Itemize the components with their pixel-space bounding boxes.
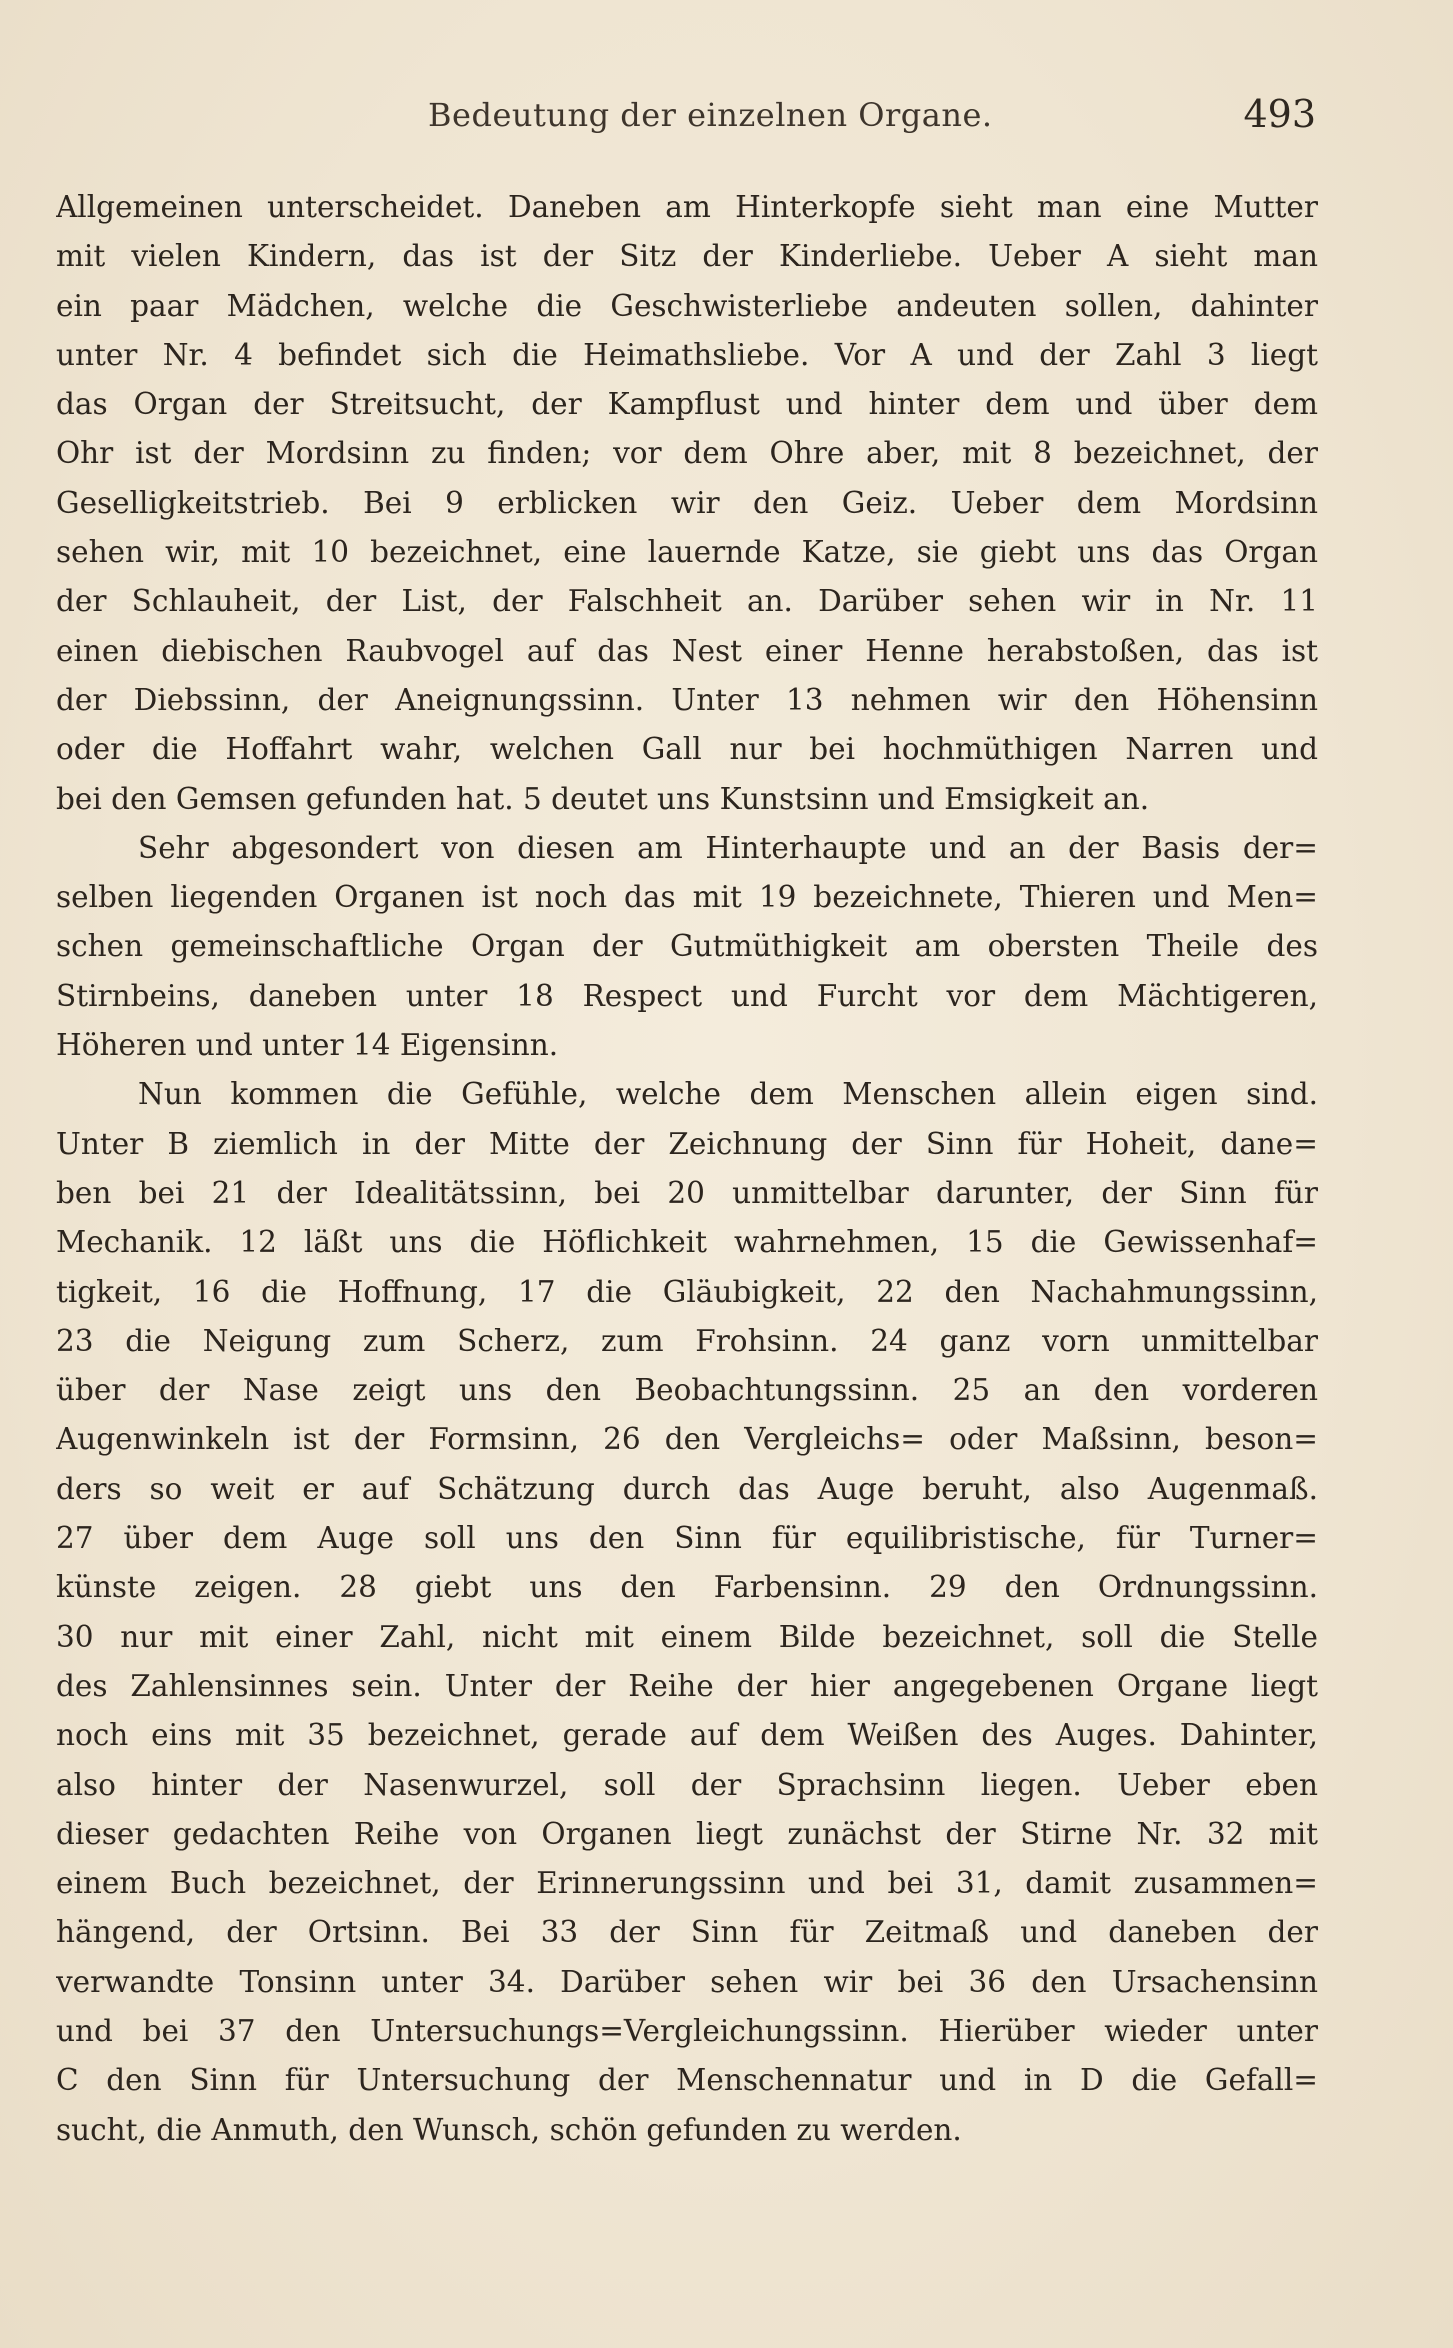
text-line: das Organ der Streitsucht, der Kampflust und hinter dem und über dem — [56, 387, 1318, 422]
text-line: Unter B ziemlich in der Mitte der Zeichnung der Sinn für Hoheit, dane= — [56, 1126, 1318, 1161]
running-title: Bedeutung der einzelnen Organe. — [428, 96, 993, 134]
text-line: also hinter der Nasenwurzel, soll der Sprachsinn liegen. Ueber eben — [56, 1767, 1318, 1802]
text-line: unter Nr. 4 befindet sich die Heimathsliebe. Vor A und der Zahl 3 liegt — [56, 337, 1318, 372]
text-line: sucht, die Anmuth, den Wunsch, schön gefunden zu werden. — [56, 2112, 962, 2147]
text-line: schen gemeinschaftliche Organ der Gutmüthigkeit am obersten Theile des — [56, 929, 1318, 964]
text-line: Stirnbeins, daneben unter 18 Respect und Furcht vor dem Mächtigeren, — [56, 978, 1318, 1013]
text-line: Allgemeinen unterscheidet. Daneben am Hinterkopfe sieht man eine Mutter — [56, 190, 1318, 224]
text-line: verwandte Tonsinn unter 34. Darüber sehen wir bei 36 den Ursachensinn — [56, 1964, 1318, 1999]
text-line: dieser gedachten Reihe von Organen liegt zunächst der Stirne Nr. 32 mit — [56, 1816, 1318, 1851]
text-line: ein paar Mädchen, welche die Geschwisterliebe andeuten sollen, dahinter — [56, 288, 1318, 323]
text-line: tigkeit, 16 die Hoffnung, 17 die Gläubigkeit, 22 den Nachahmungssinn, — [56, 1274, 1318, 1309]
text-line: 23 die Neigung zum Scherz, zum Frohsinn. 24 ganz vorn unmittelbar — [56, 1323, 1318, 1358]
text-line: und bei 37 den Untersuchungs=Vergleichungssinn. Hierüber wieder unter — [56, 2013, 1318, 2048]
text-line: 27 über dem Auge soll uns den Sinn für equilibristische, für Turner= — [56, 1521, 1318, 1556]
text-line: Geselligkeitstrieb. Bei 9 erblicken wir den Geiz. Ueber dem Mordsinn — [56, 485, 1318, 520]
text-line: ben bei 21 der Idealitätssinn, bei 20 unmittelbar darunter, der Sinn für — [56, 1175, 1318, 1210]
text-line: Augenwinkeln ist der Formsinn, 26 den Vergleichs= oder Maßsinn, beson= — [56, 1422, 1318, 1457]
text-line: noch eins mit 35 bezeichnet, gerade auf dem Weißen des Auges. Dahinter, — [56, 1718, 1318, 1753]
text-line: der Diebssinn, der Aneignungssinn. Unter 13 nehmen wir den Höhensinn — [56, 682, 1318, 717]
text-line: mit vielen Kindern, das ist der Sitz der Kinderliebe. Ueber A sieht man — [56, 239, 1318, 274]
page-number: 493 — [1243, 92, 1316, 136]
text-line: Mechanik. 12 läßt uns die Höflichkeit wahrnehmen, 15 die Gewissenhaf= — [56, 1225, 1318, 1260]
text-line: sehen wir, mit 10 bezeichnet, eine lauernde Katze, sie giebt uns das Organ — [56, 535, 1318, 570]
text-line: Höheren und unter 14 Eigensinn. — [56, 1028, 559, 1063]
body-text — [56, 183, 1318, 2155]
text-line: ders so weit er auf Schätzung durch das Auge beruht, also Augenmaß. — [56, 1471, 1318, 1506]
text-line: einem Buch bezeichnet, der Erinnerungssinn und bei 31, damit zusammen= — [56, 1866, 1318, 1901]
text-line: künste zeigen. 28 giebt uns den Farbensinn. 29 den Ordnungssinn. — [56, 1570, 1318, 1605]
text-line: der Schlauheit, der List, der Falschheit an. Darüber sehen wir in Nr. 11 — [56, 584, 1318, 619]
text-line: 30 nur mit einer Zahl, nicht mit einem Bilde bezeichnet, soll die Stelle — [56, 1619, 1318, 1654]
text-line: Sehr abgesondert von diesen am Hinterhaupte und an der Basis der= — [138, 830, 1318, 865]
page-header — [56, 92, 1316, 146]
text-line: C den Sinn für Untersuchung der Menschennatur und in D die Gefall= — [56, 2063, 1318, 2098]
text-line: selben liegenden Organen ist noch das mit 19 bezeichnete, Thieren und Men= — [56, 880, 1318, 915]
text-line: Nun kommen die Gefühle, welche dem Menschen allein eigen sind. — [138, 1077, 1318, 1112]
text-line: hängend, der Ortsinn. Bei 33 der Sinn für Zeitmaß und daneben der — [56, 1915, 1318, 1950]
text-line: über der Nase zeigt uns den Beobachtungssinn. 25 an den vorderen — [56, 1373, 1318, 1408]
text-line: des Zahlensinnes sein. Unter der Reihe der hier angegebenen Organe liegt — [56, 1668, 1318, 1703]
text-line: bei den Gemsen gefunden hat. 5 deutet uns Kunstsinn und Emsigkeit an. — [56, 781, 1150, 816]
text-line: oder die Hoffahrt wahr, welchen Gall nur bei hochmüthigen Narren und — [56, 732, 1318, 767]
text-line: Ohr ist der Mordsinn zu finden; vor dem Ohre aber, mit 8 bezeichnet, der — [56, 436, 1318, 471]
text-line: einen diebischen Raubvogel auf das Nest einer Henne herabstoßen, das ist — [56, 633, 1318, 668]
